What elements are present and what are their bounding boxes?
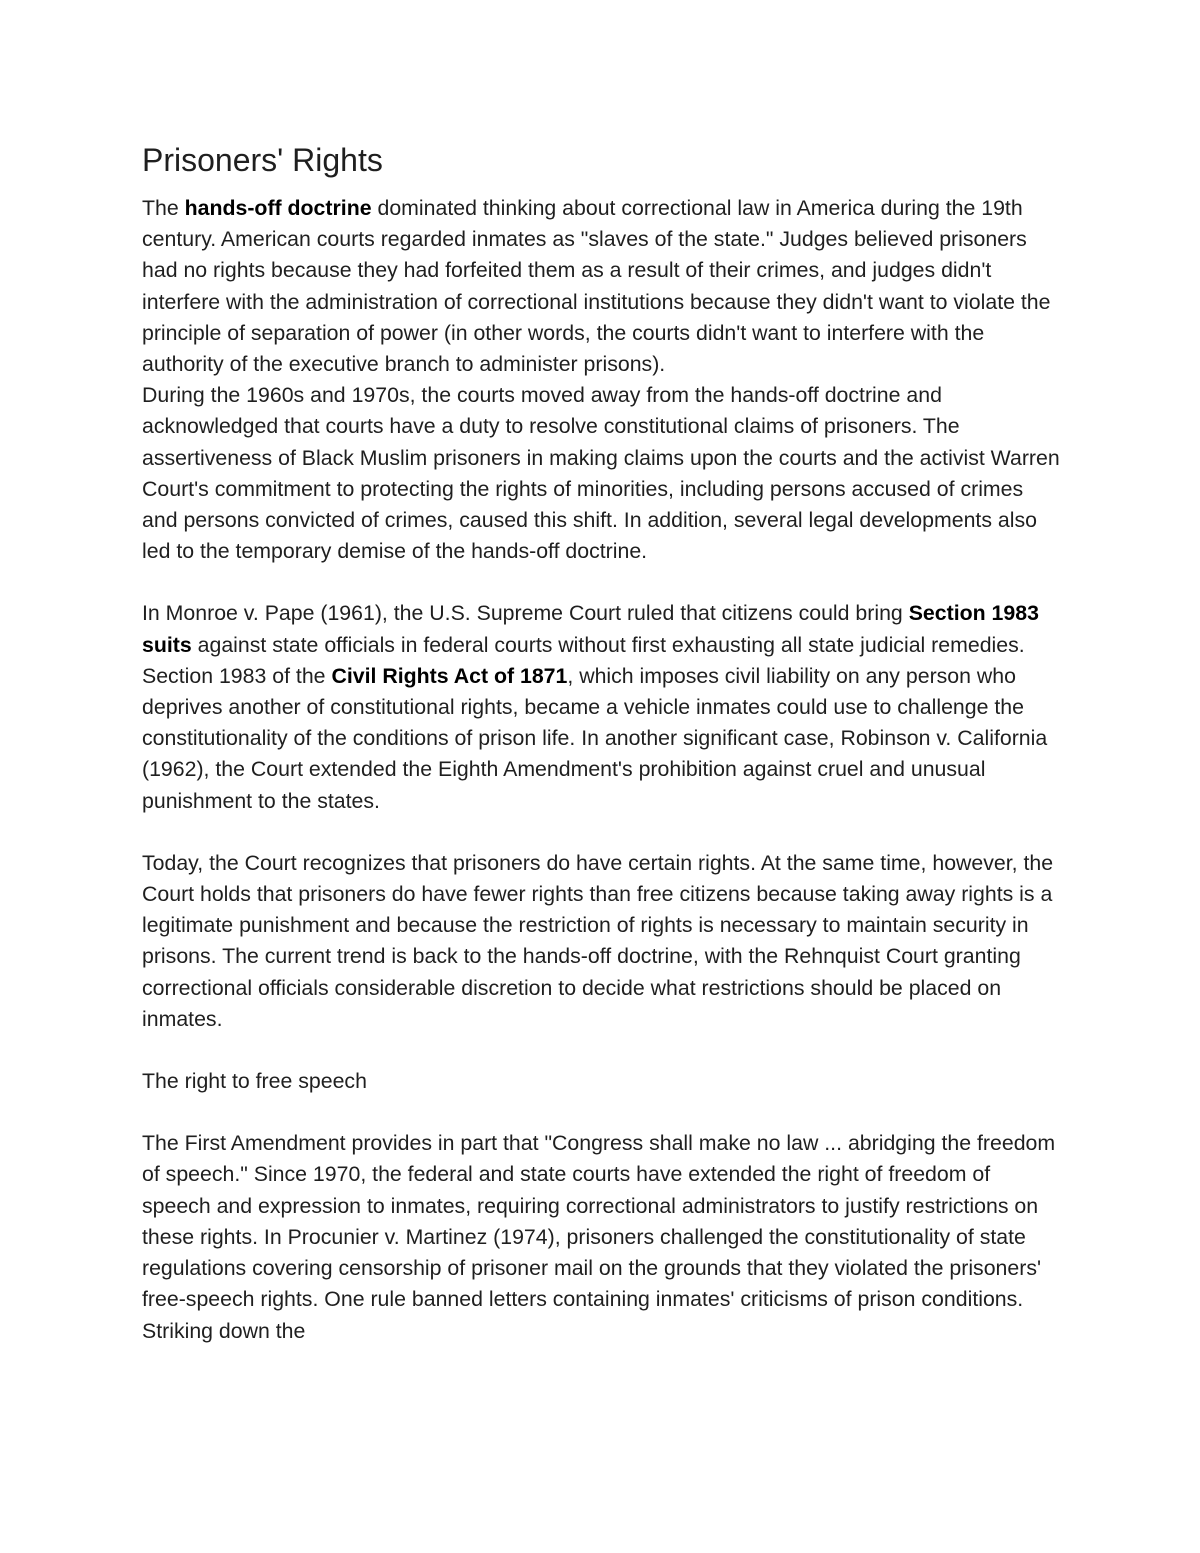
paragraph-today: Today, the Court recognizes that prisoners do have certain rights. At the same time, however, the Court holds that prisoners do have fewer rights than free citizens because taking away rights is a legitimate punishment and because the restriction of rights is necessary to maintain security in prisons. The current trend is back to the hands-off doctrine, with the Rehnquist Court granting correctional officials considerable discretion to decide what restrictions should be placed on inmates. [142,850,1054,1031]
bold-term-civil-rights-act: Civil Rights Act of 1871 [331,663,568,688]
paragraph-1960s-1970s: During the 1960s and 1970s, the courts moved away from the hands-off doctrine and acknowledged that courts have a duty to resolve constitutional claims of prisoners. The assertiveness of Black Muslim prisoners in making claims upon the courts and the activist Warren Court's commitment to protecting the rights of minorities, including persons accused of crimes and persons convicted of crimes, caused this shift. In addition, several legal developments also led to the temporary demise of the hands-off doctrine. [142,383,1060,564]
document-page [142,140,1062,1347]
paragraph-hands-off-doctrine [142,193,1062,380]
paragraph-first-amendment: The First Amendment provides in part that "Congress shall make no law ... abridging the freedom of speech." Since 1970, the federal and state courts have extended the right of freedom of speech and expression to inmates, requiring correctional administrators to justify restrictions on these rights. In Procunier v. Martinez (1974), prisoners challenged the constitutionality of state regulations covering censorship of prisoner mail on the grounds that they violated the prisoners' free-speech rights. One rule banned letters containing inmates' criticisms of prison conditions. Striking down the [142,1131,1056,1343]
paragraph-text: The [142,196,185,220]
document-title: Prisoners' Rights [142,142,383,178]
bold-term-section-1983-suits: Section 1983 suits [142,601,1039,657]
section-heading-free-speech: The right to free speech [142,1069,367,1094]
paragraph-monroe-v-pape [142,598,1062,816]
paragraph-text: In Monroe v. Pape (1961), the U.S. Supreme Court ruled that citizens could bring [142,601,909,626]
bold-term-hands-off-doctrine: hands-off doctrine [184,196,372,220]
paragraph-text: dominated thinking about correctional law in America during the 19th century. American courts regarded inmates as "slaves of the state." Judges believed prisoners had no rights because they had forfeited them as a result of their crimes, and judges didn't interfere with the administration of correctional institutions because they didn't want to violate the principle of separation of power (in other words, the courts didn't want to interfere with the authority of the executive branch to administer prisons). [142,196,1051,377]
paragraph-text: against state officials in federal courts without first exhausting all state judicial remedies. Section 1983 of the [142,632,1025,688]
paragraph-text: , which imposes civil liability on any person who deprives another of constitutional rights, became a vehicle inmates could use to challenge the constitutionality of the conditions of prison life. In another significant case, Robinson v. California (1962), the Court extended the Eighth Amendment's prohibition against cruel and unusual punishment to the states. [142,663,1048,813]
